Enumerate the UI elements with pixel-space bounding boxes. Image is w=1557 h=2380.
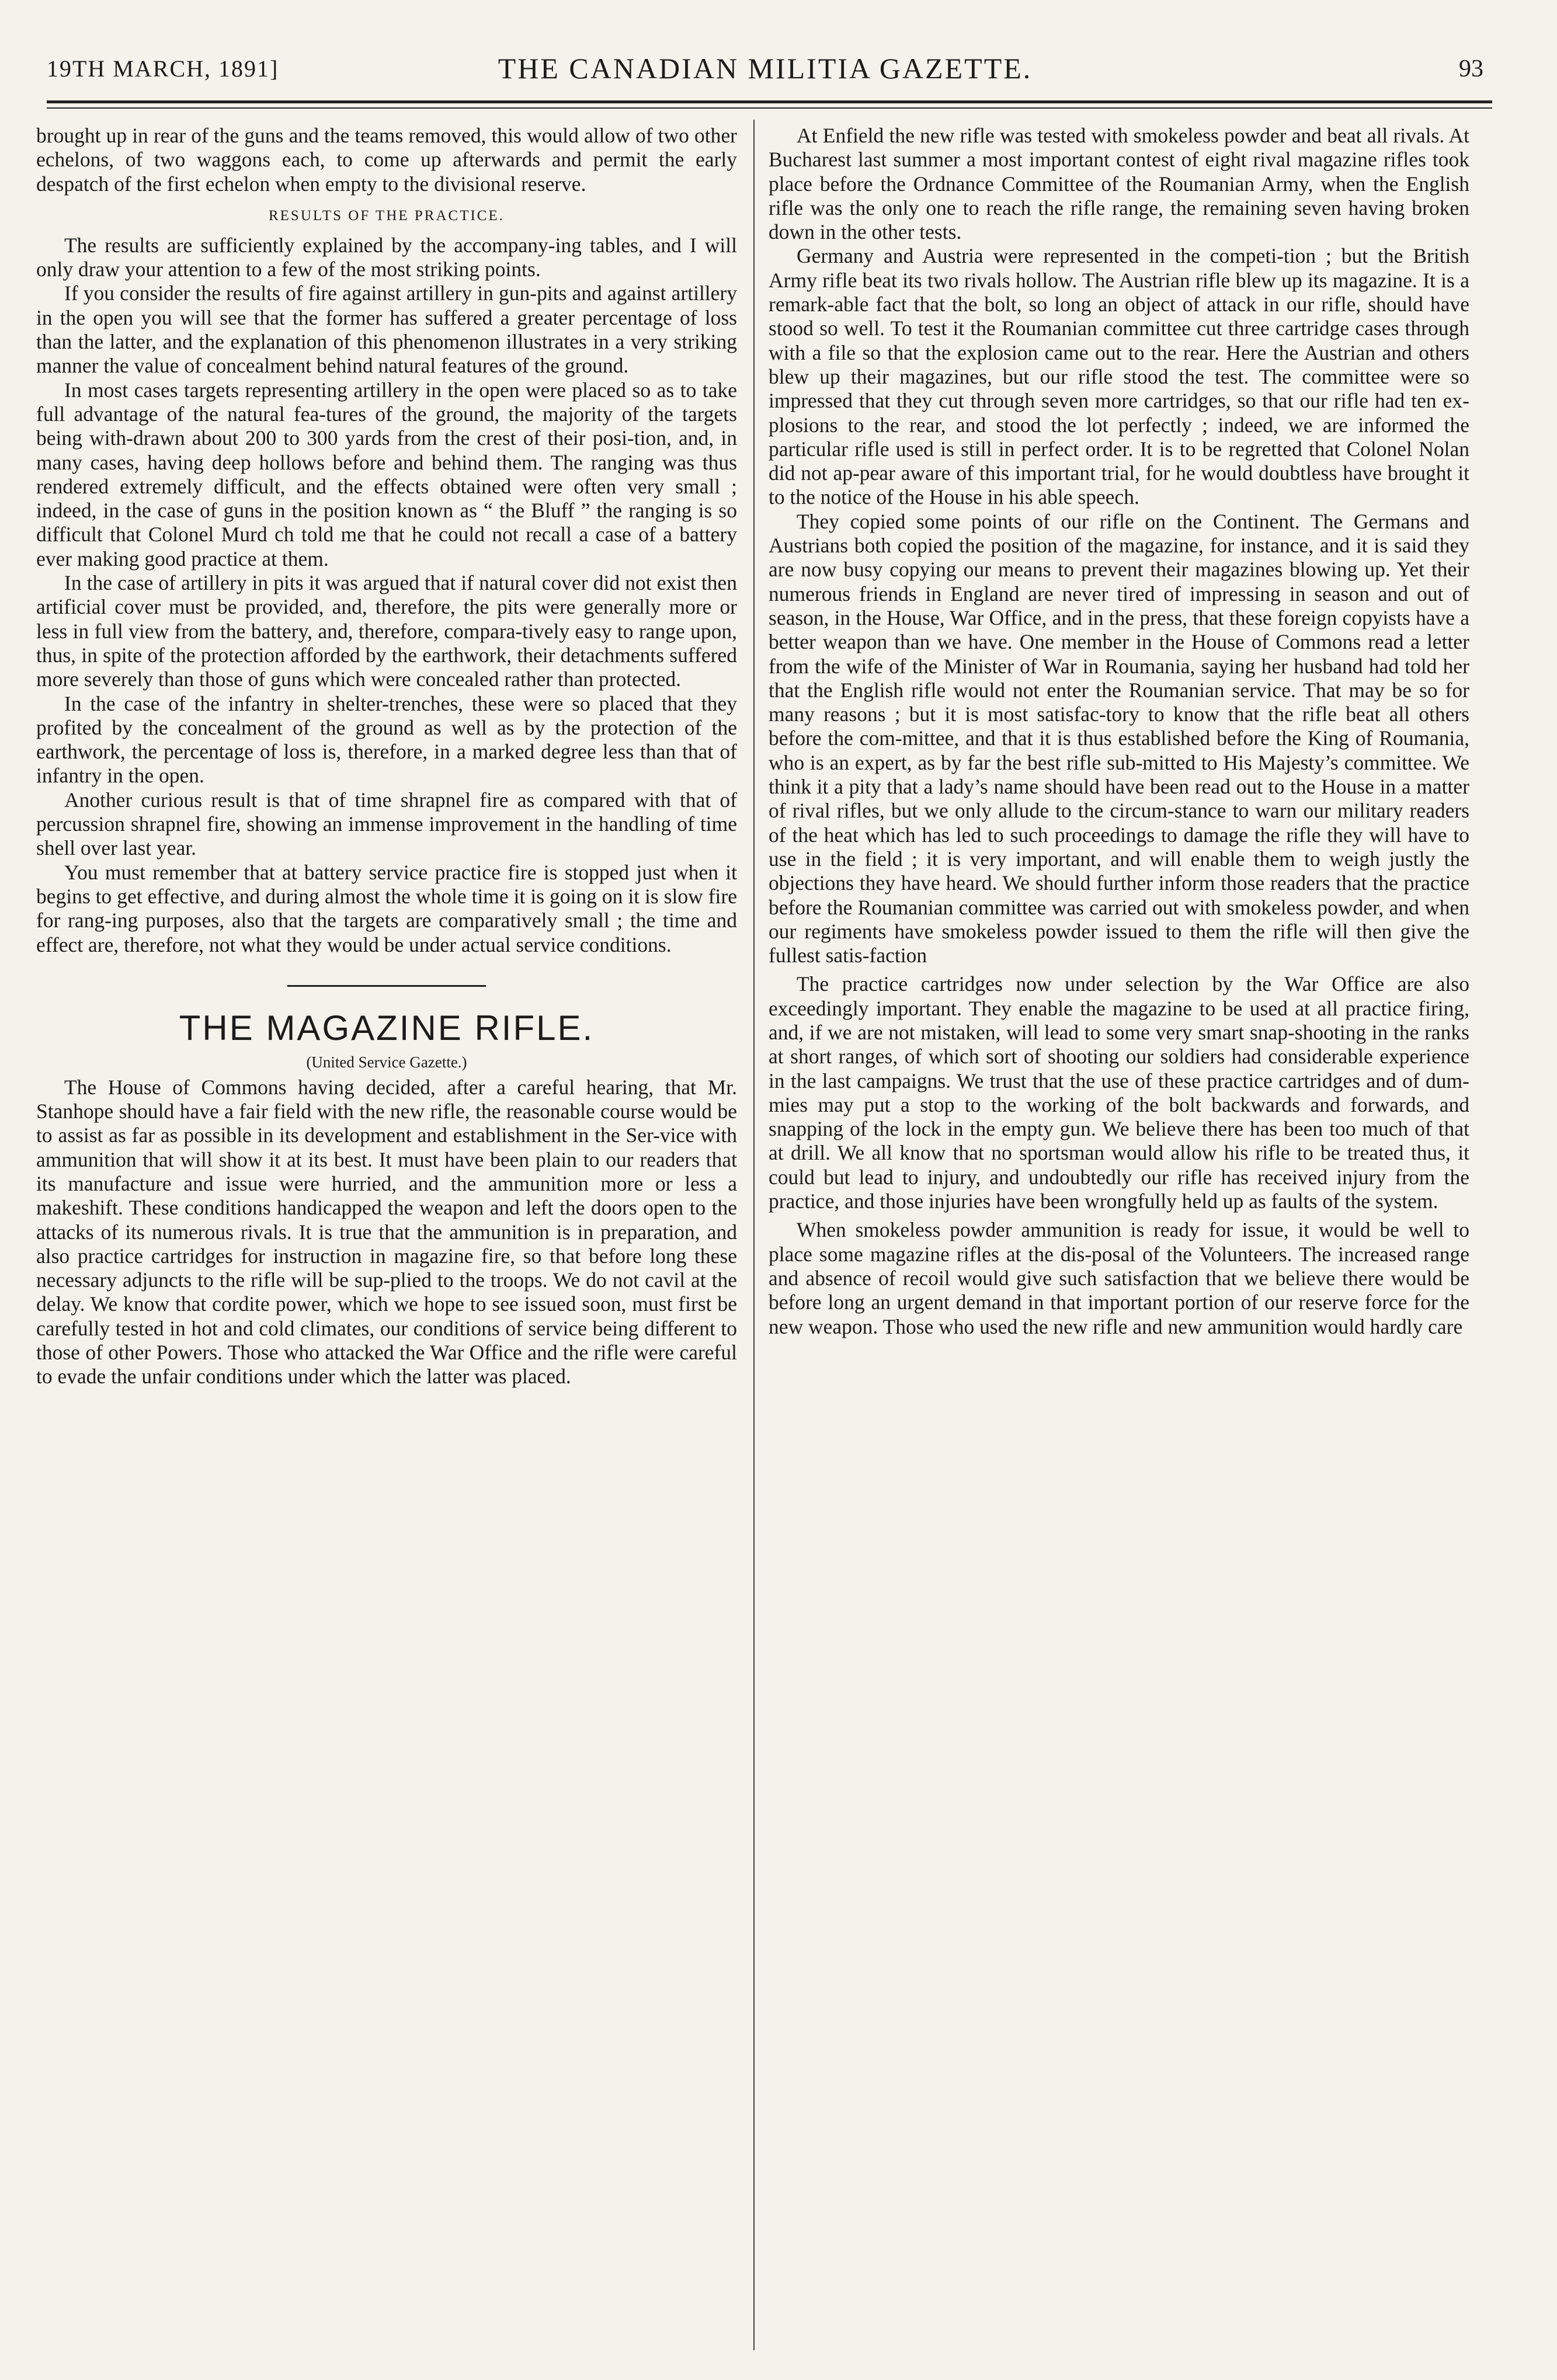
body-paragraph: When smokeless powder ammunition is ready for issue, it would be well to place some magazine rifles at the dis-posal of the Volunteers. The increased range and absence of recoil would give such satisfaction that we believe there would be before long an urgent demand in that important portion of our reserve force for the new weapon. Those who used the new rifle and new ammunition would hardly care <box>769 1218 1469 1338</box>
body-paragraph: Another curious result is that of time shrapnel fire as compared with that of percussion shrapnel fire, showing an immense improvement in the handling of time shell over last year. <box>36 788 737 860</box>
newspaper-title: THE CANADIAN MILITIA GAZETTE. <box>498 52 1033 85</box>
article-source: (United Service Gazette.) <box>306 1053 467 1071</box>
body-paragraph: If you consider the results of fire against artillery in gun-pits and against artillery in the open you will see that the former has suffered a greater percentage of loss than the latter, and the explanation of this phenomenon illustrates in a very striking manner the value of concealment behind natural features of the ground. <box>36 281 737 378</box>
body-paragraph: In the case of the infantry in shelter-trenches, these were so placed that they profited by the concealment of the ground as well as by the protection of the earthwork, the percentage of loss is, therefore, in a marked degree less than that of infantry in the open. <box>36 691 737 788</box>
article-separator <box>287 985 486 987</box>
body-paragraph: Germany and Austria were represented in the competi-tion ; but the British Army rifle beat its two rivals hollow. The Austrian rifle blew up its magazine. It is a remark-able fact that the bolt, so long an object of attack in our rifle, should have stood so well. To test it the Roumanian committee cut three cartridge cases through with a file so that the explosion came out to the rear. Here the Austrian and others blew up their magazines, but our rifle stood the test. The committee were so impressed that they cut through seven more cartridges, so that our rifle had ten ex-plosions to the rear, and stood the lot perfectly ; indeed, we are informed the particular rifle used is still in perfect order. It is to be regretted that Colonel Nolan did not ap-pear aware of this important trial, for he would doubtless have brought it to the notice of the House in his able speech. <box>769 244 1469 509</box>
article-title: THE MAGAZINE RIFLE. <box>179 1008 595 1048</box>
body-paragraph: You must remember that at battery service practice fire is stopped just when it begins to get effective, and during almost the whole time it is going on it is slow fire for rang-ing purposes, also that the targets are comparatively small ; the time and effect are, therefore, not what they would be under actual service conditions. <box>36 860 737 956</box>
body-paragraph: In most cases targets representing artillery in the open were placed so as to take full advantage of the natural fea-tures of the ground, the majority of the targets being with-drawn about 200 to 300 yards from the crest of their posi-tion, and, in many cases, having deep hollows before and behind them. The ranging was thus rendered extremely difficult, and the effects obtained were often very small ; indeed, in the case of guns in the position known as “ the Bluff ” the ranging is so difficult that Colonel Murd ch told me that he could not recall a case of a battery ever making good practice at them. <box>36 378 737 570</box>
article-paragraph: The House of Commons having decided, after a careful hearing, that Mr. Stanhope should have a fair field with the new rifle, the reasonable course would be to assist as far as possible in its development and establishment in the Ser-vice with ammunition that will show it at its best. It must have been plain to our readers that its manufacture and issue were hurried, and the ammunition more or less a makeshift. These conditions handicapped the weapon and left the doors open to the attacks of its numerous rivals. It is true that the ammunition is in preparation, and also practice cartridges for instruction in magazine fire, so that before long these necessary adjuncts to the rifle will be sup-plied to the troops. We do not cavil at the delay. We know that cordite power, which we hope to see issued soon, must first be carefully tested in hot and cold climates, our conditions of service being different to those of other Powers. Those who attacked the War Office and the rifle were careful to evade the unfair conditions under which the latter was placed. <box>36 1075 737 1389</box>
body-paragraph: The practice cartridges now under selection by the War Office are also exceedingly important. They enable the magazine to be used at all practice firing, and, if we are not mistaken, will lead to some very smart snap-shooting in the ranks at short ranges, of which sort of shooting our soldiers had considerable experience in the last campaigns. We trust that the use of these practice cartridges and of dum-mies may put a stop to the working of the bolt backwards and forwards, and snapping of the lock in the empty gun. We believe there has been too much of that at drill. We all know that no sportsman would allow his rifle to be treated thus, it could but lead to injury, and undoubtedly our rifle has received injury from the practice, and those injuries have been wrongfully held up as faults of the system. <box>769 972 1469 1213</box>
body-paragraph: The results are sufficiently explained by the accompany-ing tables, and I will only draw your attention to a few of the most striking points. <box>36 233 737 281</box>
issue-date: 19TH MARCH, 1891] <box>47 55 279 82</box>
intro-paragraph: brought up in rear of the guns and the teams removed, this would allow of two other echelons, of two waggons each, to come up afterwards and permit the early despatch of the first echelon when empty to the divisional reserve. <box>36 124 737 196</box>
masthead-rule-thin <box>47 107 1492 109</box>
body-paragraph: At Enfield the new rifle was tested with smokeless powder and beat all rivals. At Bucharest last summer a most important contest of eight rival magazine rifles took place before the Ordnance Committee of the Roumanian Army, when the English rifle was the only one to reach the rifle range, the remaining seven having broken down in the other tests. <box>769 124 1469 244</box>
paragraph-gap <box>769 1213 1469 1218</box>
body-paragraph: In the case of artillery in pits it was argued that if natural cover did not exist then artificial cover must be provided, and, therefore, the pits were generally more or less in full view from the battery, and, therefore, compara-tively easy to range upon, thus, in spite of the protection afforded by the earthwork, their detachments suffered more severely than those of guns which were concealed rather than protected. <box>36 571 737 691</box>
body-paragraph: They copied some points of our rifle on the Continent. The Germans and Austrians both copied the position of the magazine, for instance, and it is said they are now busy copying our means to prevent their magazines blowing up. Yet their numerous friends in England are never tired of impressing in season and out of season, in the House, War Office, and in the press, that these foreign copyists have a better weapon than we have. One member in the House of Commons read a letter from the wife of the Minister of War in Roumania, saying her husband had told her that the English rifle would not enter the Roumanian service. That may be so for many reasons ; but it is most satisfac-tory to know that the rifle beat all others before the com-mittee, and that it is thus established before the King of Roumania, who is an expert, as by far the best rifle sub-mitted to His Majesty’s committee. We think it a pity that a lady’s name should have been read out to the House in a matter of rival rifles, but we only allude to the circum-stance to warn our military readers of the heat which has led to such proceedings to damage the rifle they will have to use in the field ; it is very important, and will enable them to weigh justly the objections they have heard. We should further inform those readers that the practice before the Roumanian committee was carried out with smokeless powder, and when our regiments have smokeless powder issued to them the rifle will then give the fullest satis-faction <box>769 509 1469 968</box>
paragraph-gap <box>769 968 1469 972</box>
right-column <box>769 124 1469 2354</box>
section-subheading: RESULTS OF THE PRACTICE. <box>268 207 505 224</box>
masthead-rule-thick <box>47 100 1492 103</box>
column-divider <box>753 120 755 2350</box>
left-column <box>36 124 737 2354</box>
page-number: 93 <box>1459 55 1483 82</box>
masthead <box>47 51 1483 92</box>
